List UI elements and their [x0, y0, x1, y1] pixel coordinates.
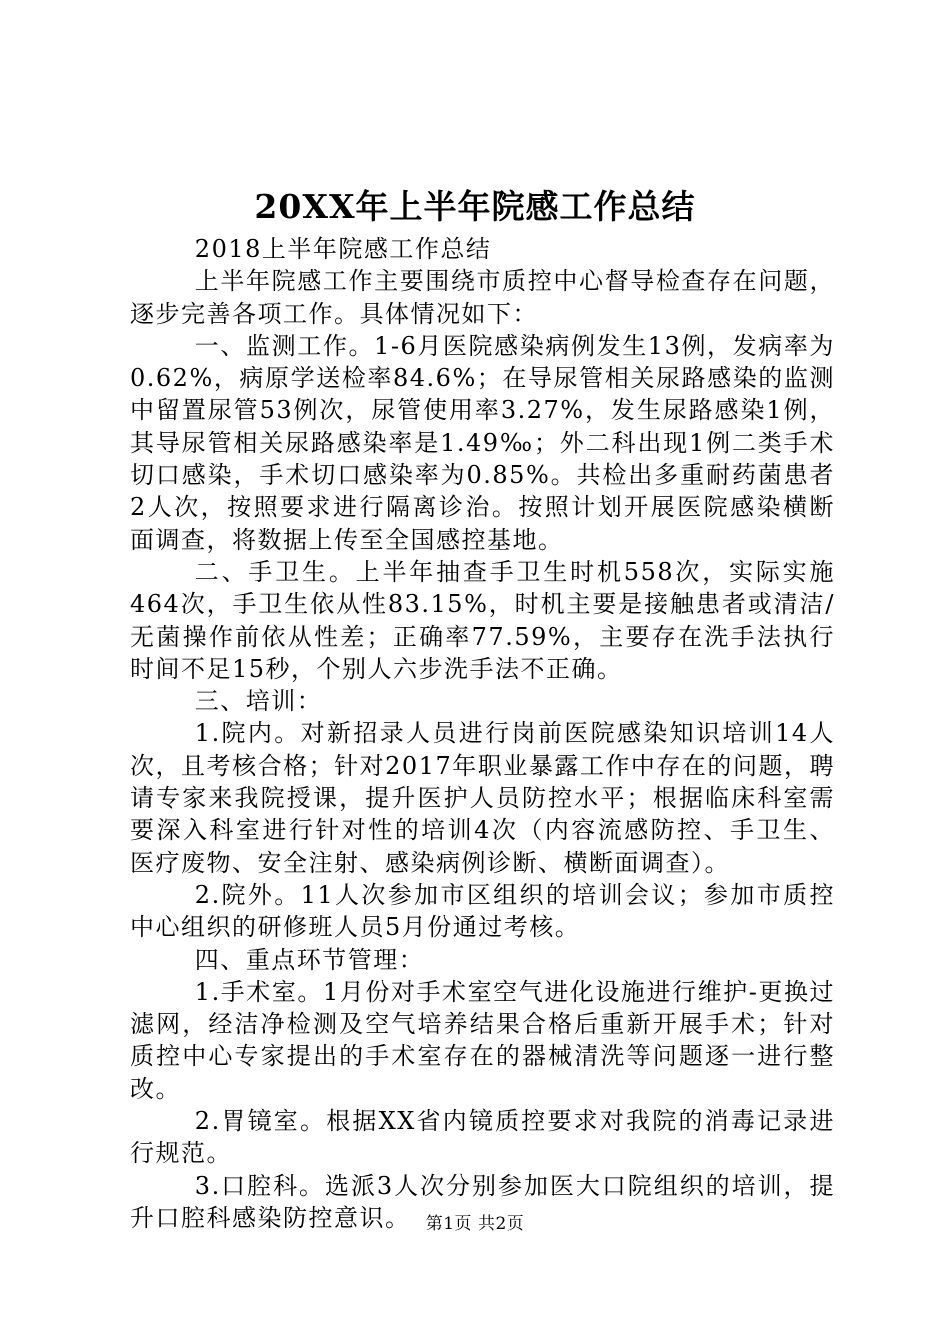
document-body — [130, 233, 835, 1234]
document-title: 20XX年上半年院感工作总结 — [254, 187, 696, 226]
paragraph-intro: 上半年院感工作主要围绕市质控中心督导检查存在问题，逐步完善各项工作。具体情况如下： — [130, 267, 835, 328]
paragraph-hand-hygiene: 二、手卫生。上半年抽查手卫生时机558次，实际实施464次，手卫生依从性83.15%，时机主要是接触患者或清洁/无菌操作前依从性差；正确率77.59%，主要存在洗手法执行时间不足15秒，个别人六步洗手法不正确。 — [130, 557, 835, 683]
paragraph-dental-department: 3.口腔科。选派3人次分别参加医大口院组织的培训，提升口腔科感染防控意识。 — [130, 1171, 835, 1232]
paragraph-operating-room: 1.手术室。1月份对手术室空气进化设施进行维护-更换过滤网，经洁净检测及空气培养结果合格后重新开展手术；针对质控中心专家提出的手术室存在的器械清洗等问题逐一进行整改。 — [130, 977, 835, 1103]
paragraph-training-heading: 三、培训： — [194, 687, 323, 716]
paragraph-key-management-heading: 四、重点环节管理： — [194, 945, 425, 974]
paragraph-gastroscopy-room: 2.胃镜室。根据XX省内镜质控要求对我院的消毒记录进行规范。 — [130, 1107, 835, 1168]
paragraph-training-internal: 1.院内。对新招录人员进行岗前医院感染知识培训14人次，且考核合格；针对2017年职业暴露工作中存在的问题，聘请专家来我院授课，提升医护人员防控水平；根据临床科室需要深入科室进行针对性的培训4次（内容流感防控、手卫生、医疗废物、安全注射、感染病例诊断、横断面调查）。 — [130, 719, 835, 877]
paragraph-training-external: 2.院外。11人次参加市区组织的培训会议；参加市质控中心组织的研修班人员5月份通过考核。 — [130, 880, 835, 942]
paragraph-monitoring: 一、监测工作。1-6月医院感染病例发生13例，发病率为0.62%，病原学送检率84.6%；在导尿管相关尿路感染的监测中留置尿管53例次，尿管使用率3.27%，发生尿路感染1例，其导尿管相关尿路感染率是1.49‰；外二科出现1例二类手术切口感染，手术切口感染率为0.85%。共检出多重耐药菌患者2人次，按照要求进行隔离诊治。按照计划开展医院感染横断面调查，将数据上传至全国感控基地。 — [130, 331, 835, 554]
paragraph-subtitle: 2018上半年院感工作总结 — [194, 235, 492, 263]
page-footer: 第1页 共2页 — [425, 1214, 525, 1234]
